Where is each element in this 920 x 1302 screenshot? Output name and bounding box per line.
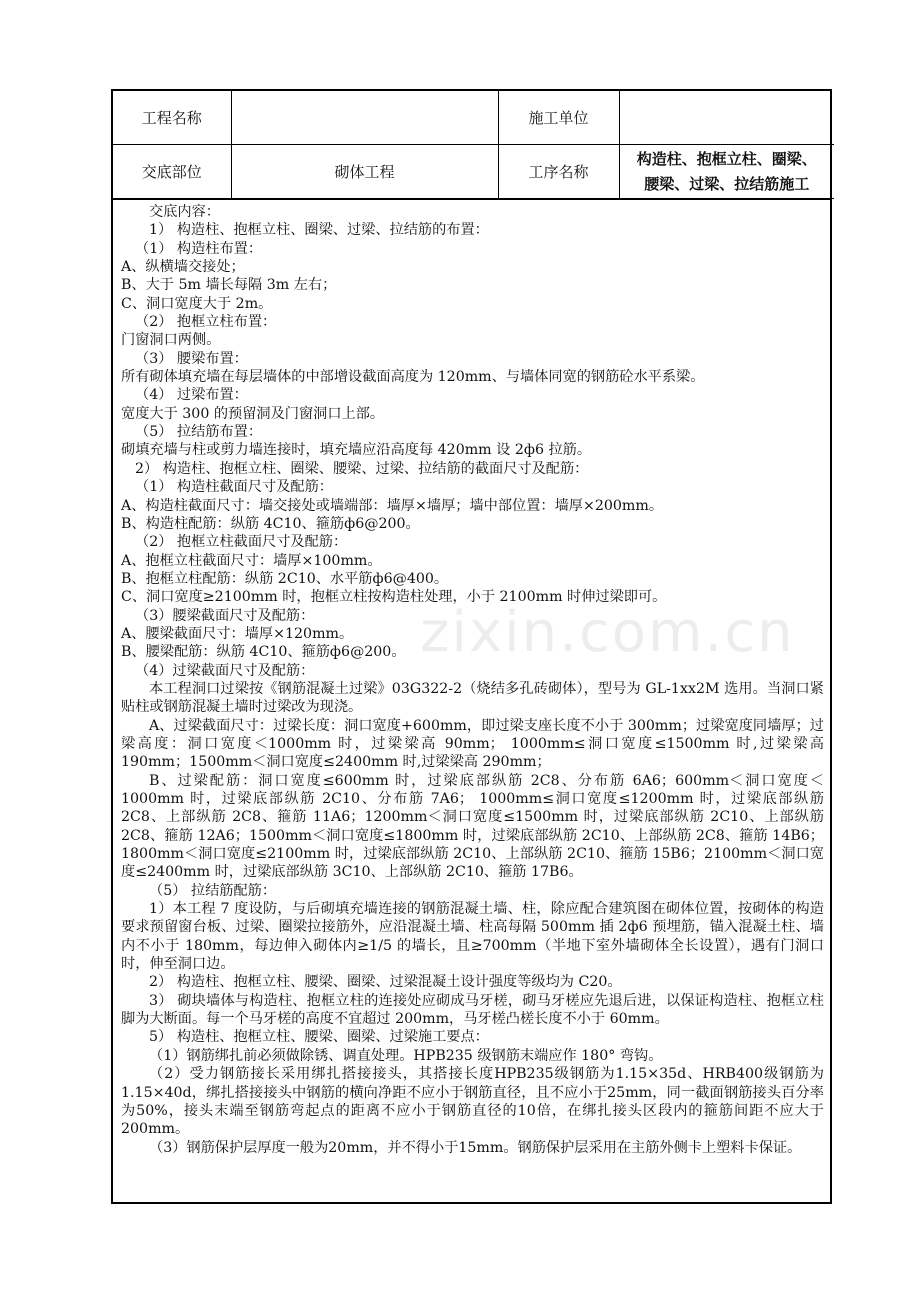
- content-paragraph: 1）本工程 7 度设防，与后砌填充墙连接的钢筋混凝土墙、柱，除应配合建筑图在砌体位置，按砌体的构造要求预留窗台板、过梁、圈梁拉接筋外，应沿混凝土墙、柱高每隔 500mm 插 2ф6 预埋筋，锚入混凝土柱、墙内不小于 180mm，每边伸入砌体内≥1/5 的墙长，且≥700mm（半地下室外墙砌体全长设置），遇有门洞口时，伸至洞口边。: [121, 901, 824, 973]
- content-paragraph: 3） 砌块墙体与构造柱、抱框立柱的连接处应砌成马牙槎，砌马牙槎应先退后进，以保证构造柱、抱框立柱脚为大断面。每一个马牙槎的高度不宜超过 200mm，马牙槎凸槎长度不小于 60mm。: [121, 992, 824, 1028]
- disclosure-content: [113, 199, 830, 1202]
- location-label: 交底部位: [113, 145, 231, 199]
- content-line: （2） 抱框立柱截面尺寸及配筋：: [135, 534, 348, 551]
- process-value-line2: 腰梁、过梁、拉结筋施工: [644, 174, 810, 193]
- content-line: A、纵横墙交接处；: [121, 259, 245, 276]
- content-line: （5） 拉结筋布置：: [135, 424, 263, 441]
- content-line: （4） 过梁布置：: [135, 387, 248, 404]
- watermark: zixin.com.cn: [420, 600, 795, 665]
- content-line: 交底内容：: [149, 204, 220, 220]
- header-table: [113, 91, 834, 199]
- content-line: （4）过梁截面尺寸及配筋：: [135, 662, 315, 679]
- project-name-label: 工程名称: [113, 91, 231, 145]
- content-line: 门窗洞口两侧。: [121, 332, 221, 349]
- content-line: （3）腰梁截面尺寸及配筋：: [135, 607, 315, 624]
- content-line: 1） 构造柱、抱框立柱、圈梁、过梁、拉结筋的布置：: [149, 222, 489, 239]
- content-line: C、洞口宽度≥2100mm 时，抱框立柱按构造柱处理，小于 2100mm 时伸过梁即可。: [121, 589, 667, 606]
- contractor-label: 施工单位: [498, 91, 619, 145]
- content-line: B、大于 5m 墙长每隔 3m 左右；: [121, 277, 337, 294]
- content-line: （1） 构造柱截面尺寸及配筋：: [135, 479, 333, 496]
- content-line: （1） 构造柱布置：: [135, 240, 263, 257]
- content-line: B、构造柱配筋：纵筋 4C10、箍筋ф6@200。: [121, 515, 420, 532]
- process-value: [619, 145, 834, 199]
- content-paragraph: （3）钢筋保护层厚度一般为20mm，并不得小于15mm。钢筋保护层采用在主筋外侧卡上塑料卡保证。: [149, 1139, 802, 1156]
- content-paragraph: 5） 构造柱、抱框立柱、腰梁、圈梁、过梁施工要点：: [149, 1029, 489, 1046]
- header-row-1: [113, 91, 834, 145]
- content-line: （2） 抱框立柱布置：: [135, 314, 277, 331]
- content-line: 宽度大于 300 的预留洞及门窗洞口上部。: [121, 405, 385, 422]
- content-line: （1）钢筋绑扎前必须做除锈、调直处理。HPB235 级钢筋末端应作 180° 弯钩。: [149, 1047, 663, 1064]
- content-paragraph: 本工程洞口过梁按《钢筋混凝土过梁》03G322-2（烧结多孔砖砌体），型号为 GL-1xx2M 选用。当洞口紧贴柱或钢筋混凝土墙时过梁改为现浇。: [121, 680, 824, 716]
- content-line: A、腰梁截面尺寸：墙厚×120mm。: [121, 625, 354, 642]
- process-value-line1: 构造柱、抱框立柱、圈梁、: [636, 149, 817, 168]
- location-value: 砌体工程: [231, 145, 498, 199]
- project-name-field[interactable]: [231, 91, 498, 145]
- content-line: B、腰梁配筋：纵筋 4C10、箍筋ф6@200。: [121, 644, 406, 661]
- content-paragraph: 2） 构造柱、抱框立柱、腰梁、圈梁、过梁混凝土设计强度等级均为 C20。: [149, 974, 622, 991]
- content-line: （5） 拉结筋配筋：: [149, 882, 277, 899]
- content-paragraph: B、过梁配筋：洞口宽度≤600mm 时，过梁底部纵筋 2C8、分布筋 6A6；600mm＜洞口宽度＜1000mm 时，过梁底部纵筋 2C10、分布筋 7A6； 1000mm≤洞口宽度≤1200mm 时，过梁底部纵筋 2C8、上部纵筋 2C8、箍筋 11A6；1200mm＜洞口宽度≤1500mm 时，过梁底部纵筋 2C10、上部纵筋 2C8、箍筋 12A6；1500mm＜洞口宽度≤1800mm 时，过梁底部纵筋 2C10、上部纵筋 2C8、箍筋 14B6；1800mm＜洞口宽度≤2100mm 时，过梁底部纵筋 2C10、上部纵筋 2C10、箍筋 15B6；2100mm＜洞口宽度≤2400mm 时，过梁底部纵筋 3C10、上部纵筋 2C10、箍筋 17B6。: [121, 772, 824, 881]
- disclosure-sheet: [111, 89, 832, 1204]
- header-row-2: [113, 145, 834, 199]
- content-line: （3） 腰梁布置：: [135, 350, 248, 367]
- contractor-field[interactable]: [619, 91, 834, 145]
- content-line: C、洞口宽度大于 2m。: [121, 295, 273, 312]
- content-line: 2） 构造柱、抱框立柱、圈梁、腰梁、过梁、拉结筋的截面尺寸及配筋：: [135, 460, 589, 477]
- content-paragraph: （2）受力钢筋接长采用绑扎搭接接头，其搭接长度HPB235级钢筋为1.15×35d、HRB400级钢筋为1.15×40d，绑扎搭接接头中钢筋的横向净距不应小于钢筋直径，且不应小于25mm，同一截面钢筋接头百分率为50%，接头末端至钢筋弯起点的距离不应小于钢筋直径的10倍，在绑扎接头区段内的箍筋间距不应大于200mm。: [121, 1066, 824, 1138]
- content-paragraph: A、过梁截面尺寸：过梁长度：洞口宽度+600mm，即过梁支座长度不小于 300mm；过梁宽度同墙厚；过梁高度：洞口宽度＜1000mm 时，过梁梁高 90mm； 1000mm≤洞口宽度≤1500mm 时,过梁梁高 190mm；1500mm＜洞口宽度≤2400mm 时,过梁梁高 290mm；: [121, 717, 824, 771]
- content-line: A、构造柱截面尺寸：墙交接处或墙端部：墙厚×墙厚；墙中部位置：墙厚×200mm。: [121, 497, 664, 514]
- content-line: 所有砌体填充墙在每层墙体的中部增设截面高度为 120mm、与墙体同宽的钢筋砼水平系梁。: [121, 369, 705, 386]
- process-label: 工序名称: [498, 145, 619, 199]
- content-line: 砌填充墙与柱或剪力墙连接时，填充墙应沿高度每 420mm 设 2ф6 拉筋。: [121, 442, 592, 459]
- content-line: A、抱框立柱截面尺寸：墙厚×100mm。: [121, 552, 382, 569]
- content-line: B、抱框立柱配筋：纵筋 2C10、水平筋ф6@400。: [121, 570, 449, 587]
